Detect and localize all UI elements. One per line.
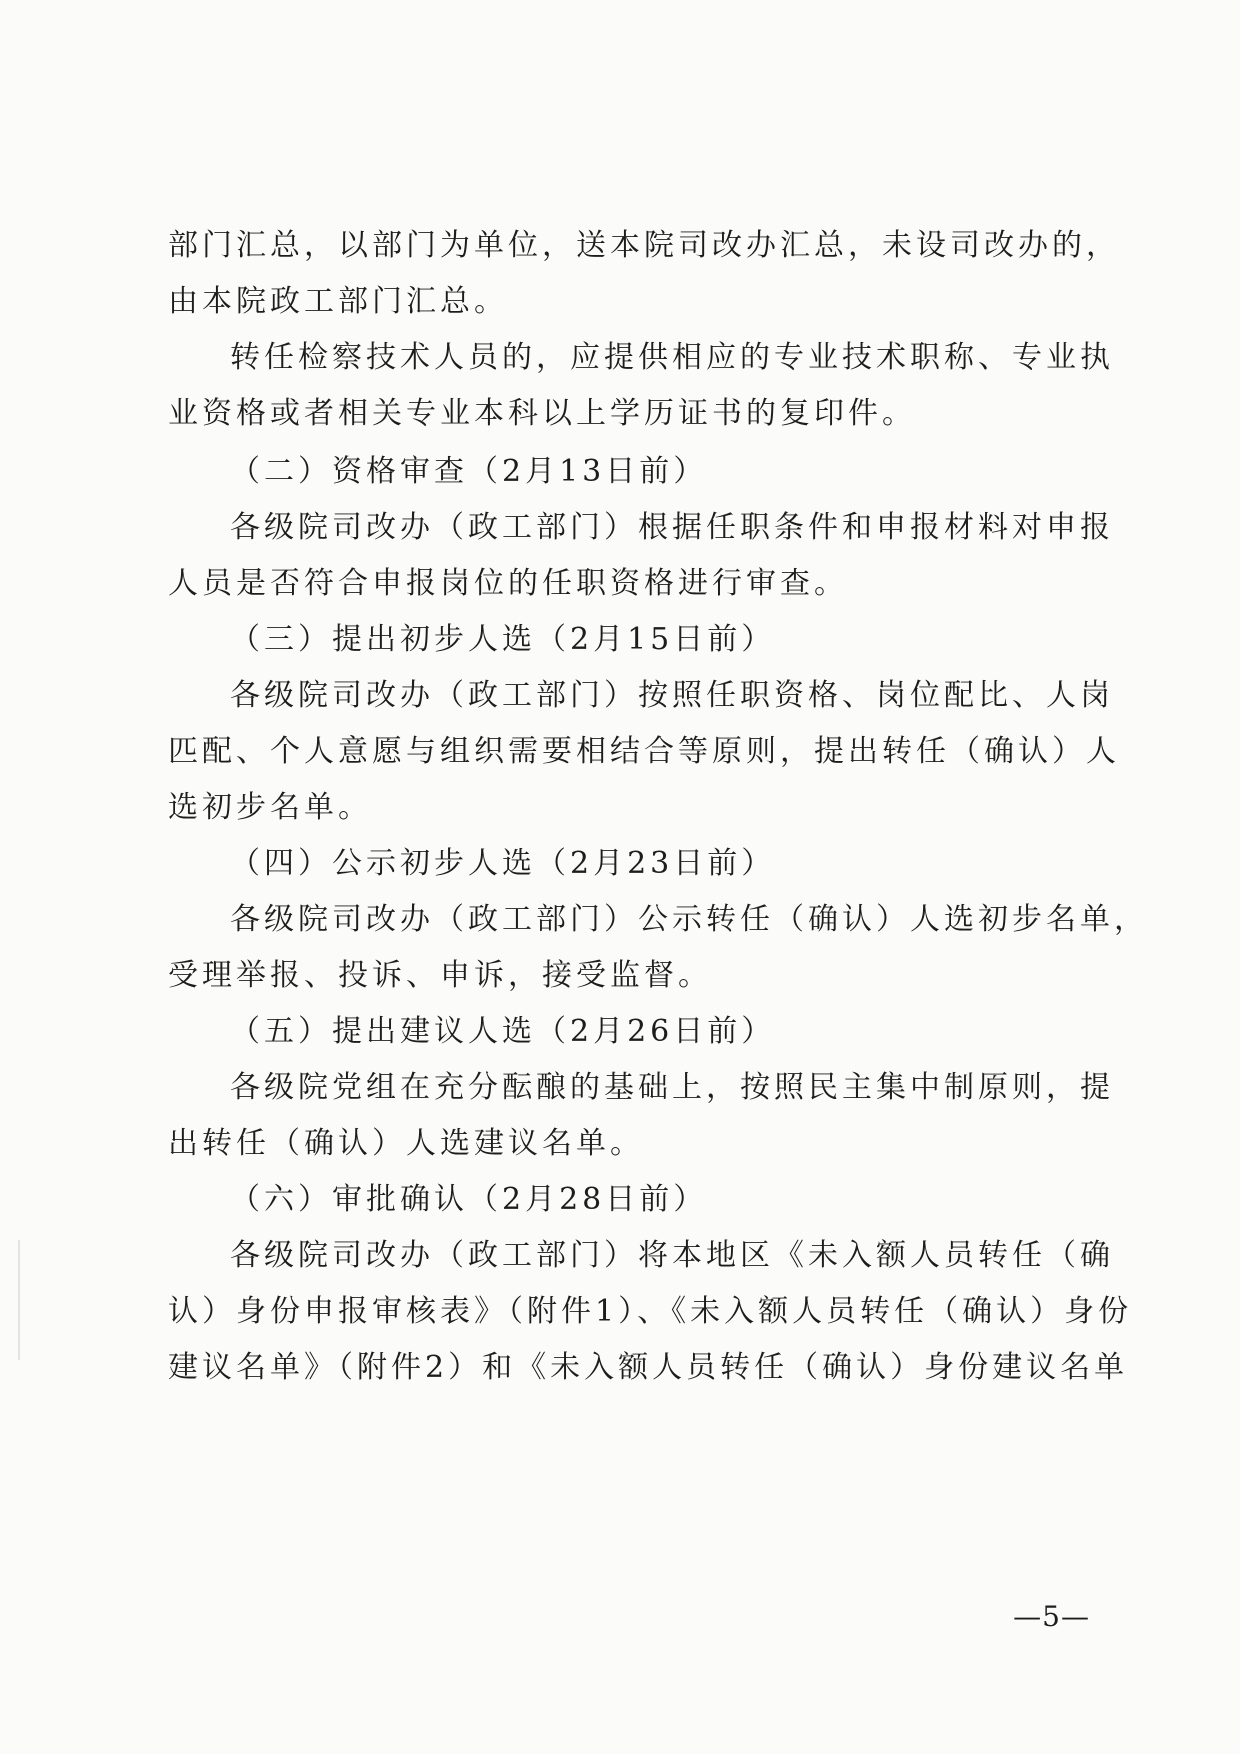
section-heading: （六）审批确认（2月28日前） — [230, 1182, 708, 1217]
body-text-line: 人员是否符合申报岗位的任职资格进行审查。 — [168, 566, 848, 601]
body-text-line: 由本院政工部门汇总。 — [168, 284, 508, 319]
scan-edge-mark — [18, 1240, 20, 1360]
section-heading: （四）公示初步人选（2月23日前） — [230, 846, 776, 881]
section-heading: （五）提出建议人选（2月26日前） — [230, 1014, 776, 1049]
section-heading: （二）资格审查（2月13日前） — [230, 454, 708, 489]
body-text-line: 选初步名单。 — [168, 790, 372, 825]
body-text-line: 建议名单》（附件2）和《未入额人员转任（确认）身份建议名单 — [168, 1350, 1129, 1385]
body-text-line: 各级院司改办（政工部门）将本地区《未入额人员转任（确 — [230, 1238, 1114, 1273]
body-text-line: 各级院司改办（政工部门）按照任职资格、岗位配比、人岗 — [230, 678, 1114, 713]
body-text-line: 受理举报、投诉、申诉，接受监督。 — [168, 958, 712, 993]
body-text-line: 各级院司改办（政工部门）公示转任（确认）人选初步名单， — [230, 902, 1148, 937]
body-text-line: 业资格或者相关专业本科以上学历证书的复印件。 — [168, 396, 916, 431]
body-text-line: 匹配、个人意愿与组织需要相结合等原则，提出转任（确认）人 — [168, 734, 1120, 769]
section-heading: （三）提出初步人选（2月15日前） — [230, 622, 776, 657]
body-text-line: 各级院司改办（政工部门）根据任职条件和申报材料对申报 — [230, 510, 1114, 545]
body-text-line: 转任检察技术人员的，应提供相应的专业技术职称、专业执 — [230, 340, 1114, 375]
body-text-line: 部门汇总，以部门为单位，送本院司改办汇总，未设司改办的， — [168, 228, 1120, 263]
body-text-line: 认）身份申报审核表》（附件1）、《未入额人员转任（确认）身份 — [168, 1294, 1133, 1329]
body-text-line: 出转任（确认）人选建议名单。 — [168, 1126, 644, 1161]
body-text-line: 各级院党组在充分酝酿的基础上，按照民主集中制原则，提 — [230, 1070, 1114, 1105]
page-number: —5— — [1013, 1600, 1090, 1633]
